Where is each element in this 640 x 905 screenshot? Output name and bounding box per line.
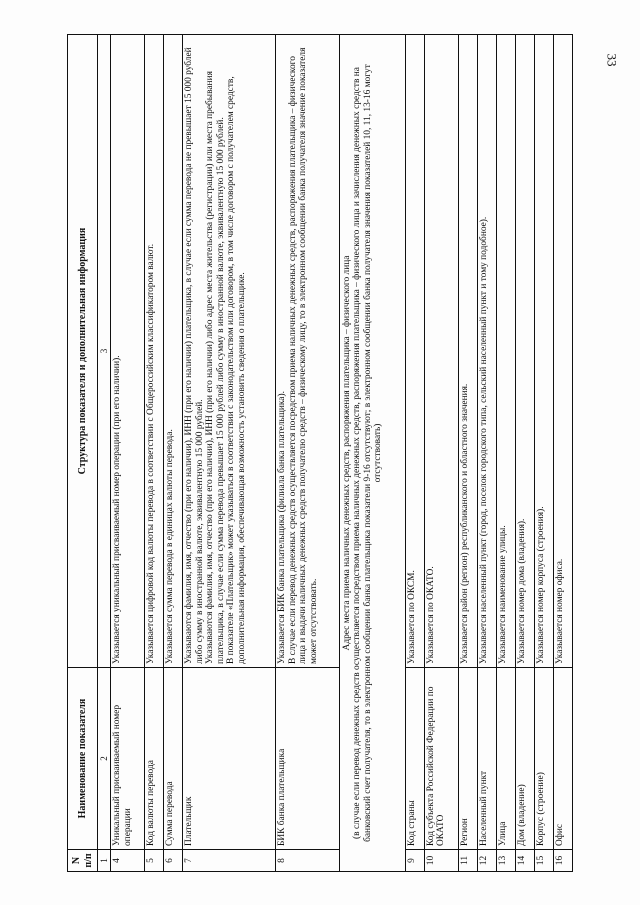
row-info: Указывается наименование улицы. xyxy=(496,34,515,667)
info-paragraph: Указываются фамилия, имя, отчество (при его наличии), ИНН (при его наличии) плательщика, в случае если сумма перевода не превышает 15 000 рублей либо сумму в иностранной валюте, эквивалентную 15 000 рублей. xyxy=(183,46,205,664)
row-info xyxy=(276,34,339,667)
row-info: Указывается номер корпуса (строения). xyxy=(534,34,553,667)
table-row xyxy=(163,34,182,871)
header-name: Наименование показателя xyxy=(68,667,98,849)
row-info: Указывается номер офиса. xyxy=(553,34,572,667)
row-number: 10 xyxy=(424,849,458,871)
row-name: БИК банка плательщика xyxy=(276,667,339,849)
rotated-document-page xyxy=(67,34,573,872)
table-row xyxy=(182,34,275,871)
row-number: 16 xyxy=(553,849,572,871)
row-number: 11 xyxy=(458,849,477,871)
row-info: Указывается район (регион) республиканского и областного значения. xyxy=(458,34,477,667)
row-info xyxy=(182,34,275,667)
info-paragraph: Указываются фамилия, имя, отчество (при его наличии), ИНН (при его наличии) либо адрес места жительства (регистрации) или места пребывания плательщика, в случае если сумма перевода превышает 15 000 рублей либо сумму в иностранной валюте, эквивалентную 15 000 рублей. xyxy=(205,70,226,664)
table-row xyxy=(405,34,424,871)
info-paragraph: В случае если перевод денежных средств осуществляется посредством приема наличных денежных средств, распоряжения плательщика – физического лица и выдачи наличных денежных средств получателю средств – физическому лицу, то в электронном сообщении банка получателя значение показателя может отсутствовать. xyxy=(287,47,319,664)
table-row xyxy=(496,34,515,871)
row-number: 4 xyxy=(111,849,145,871)
index-cell: 1 xyxy=(98,849,111,871)
row-name: Корпус (строение) xyxy=(534,667,553,849)
info-paragraph: Указывается БИК банка плательщика (филиала банка плательщика). xyxy=(277,390,288,664)
row-number: 13 xyxy=(496,849,515,871)
page-number: 33 xyxy=(604,53,620,67)
row-name: Код субъекта Российской Федерации по ОКАТО xyxy=(424,667,458,849)
row-name: Уникальный присваиваемый номер операции xyxy=(111,667,145,849)
header-structure: Структура показателя и дополнительная информация xyxy=(68,34,98,667)
row-name: Код валюты перевода xyxy=(144,667,163,849)
row-name: Улица xyxy=(496,667,515,849)
section-row xyxy=(339,34,405,871)
row-info: Указывается номер дома (владения). xyxy=(515,34,534,667)
table-row xyxy=(111,34,145,871)
row-number: 7 xyxy=(182,849,275,871)
header-number: N п/п xyxy=(68,849,98,871)
row-number: 15 xyxy=(534,849,553,871)
row-name: Населенный пункт xyxy=(477,667,496,849)
info-paragraph: В показателе «Плательщик» может указываться в соответствии с законодательством или договором, в том числе договором с получателем средств, дополнительная информация, обеспечивающая возможность установить сведения о плательщике. xyxy=(226,75,247,664)
row-number: 14 xyxy=(515,849,534,871)
row-info: Указывается уникальный присваиваемый номер операции (при его наличии). xyxy=(111,34,145,667)
section-note: (в случае если перевод денежных средств осуществляется посредством приема наличных денежных средств, распоряжения плательщика – физического лица и зачисления денежных средств на банковский счет получателя, то в электронном сообщении банка плательщика показатели 9-16 отсутствуют; в электронном сообщении банка получателя значения показателей 10, 11, 13-16 могут отсутствовать) xyxy=(352,63,384,842)
row-name: Сумма перевода xyxy=(163,667,182,849)
row-name: Плательщик xyxy=(182,667,275,849)
table-row xyxy=(144,34,163,871)
row-name: Дом (владение) xyxy=(515,667,534,849)
row-number: 5 xyxy=(144,849,163,871)
table-row xyxy=(553,34,572,871)
index-cell: 3 xyxy=(98,34,111,667)
row-info: Указывается по ОКСМ. xyxy=(405,34,424,667)
indicators-table xyxy=(67,34,573,872)
row-info: Указывается населенный пункт (город, поселок городского типа, сельский населенный пункт и тому подобное). xyxy=(477,34,496,667)
row-info: Указывается по ОКАТО. xyxy=(424,34,458,667)
index-cell: 2 xyxy=(98,667,111,849)
table-row xyxy=(534,34,553,871)
row-name: Код страны xyxy=(405,667,424,849)
section-title: Адрес места приема наличных денежных средств, распоряжения плательщика – физического лица xyxy=(341,255,352,650)
table-row xyxy=(477,34,496,871)
row-name: Офис xyxy=(553,667,572,849)
table-row xyxy=(424,34,458,871)
row-info: Указывается сумма перевода в единицах валюты перевода. xyxy=(163,34,182,667)
table-row xyxy=(515,34,534,871)
index-row xyxy=(98,34,111,871)
section-cell xyxy=(339,34,405,871)
row-name: Регион xyxy=(458,667,477,849)
table-row xyxy=(458,34,477,871)
table-header xyxy=(68,34,98,871)
table-row xyxy=(276,34,339,871)
row-number: 8 xyxy=(276,849,339,871)
row-info: Указывается цифровой код валюты перевода в соответствии с Общероссийским классификатором валют. xyxy=(144,34,163,667)
row-number: 9 xyxy=(405,849,424,871)
row-number: 12 xyxy=(477,849,496,871)
row-number: 6 xyxy=(163,849,182,871)
